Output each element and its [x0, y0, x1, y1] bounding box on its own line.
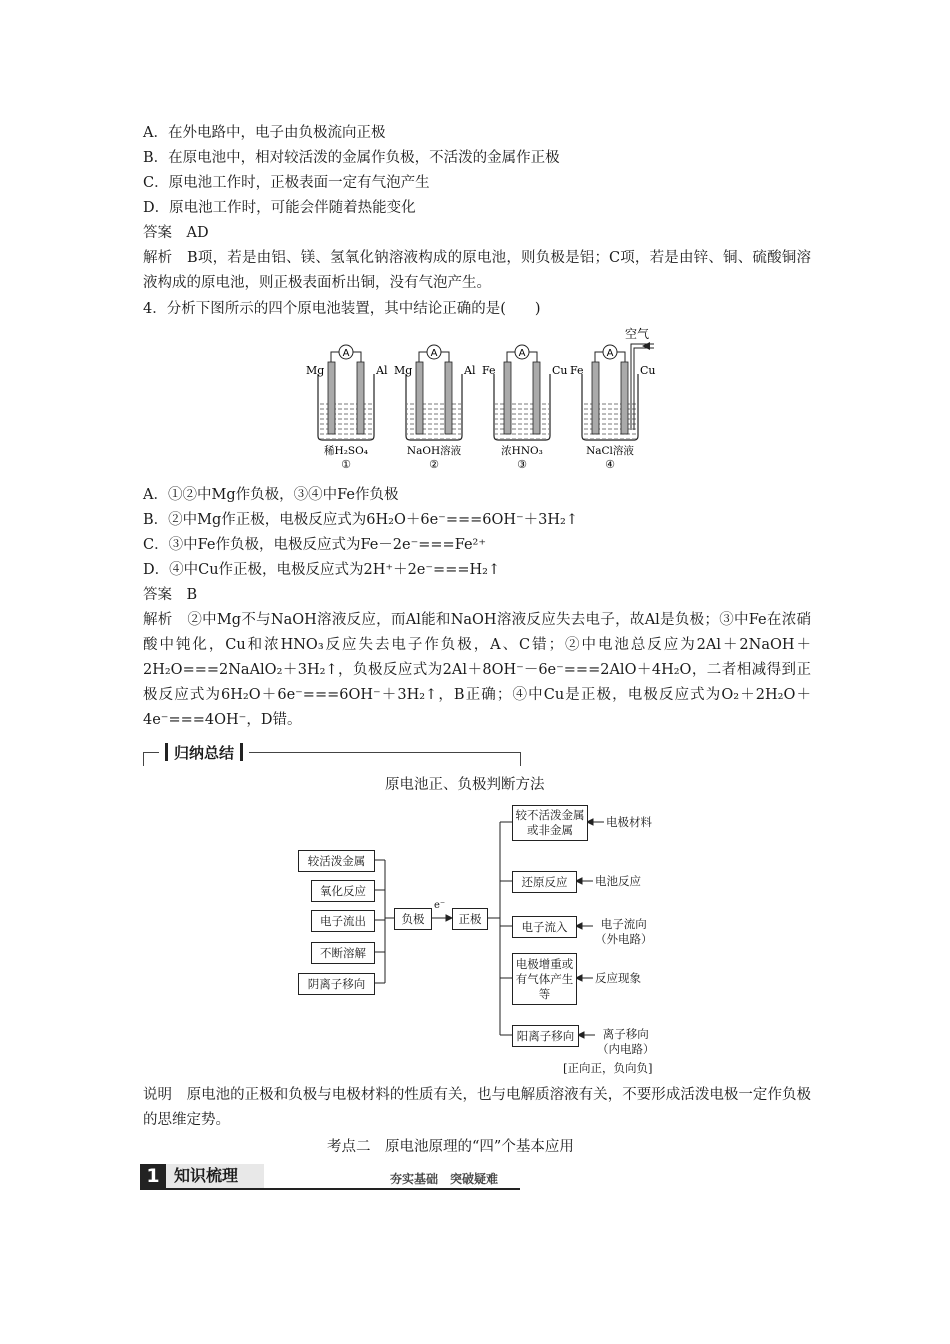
summary-title: 原电池正、负极判断方法 — [385, 777, 545, 793]
box-anion-migrate: 阴离子移向 — [298, 973, 375, 995]
q3-option-b: B．在原电池中，相对较活泼的金属作负极，不活泼的金属作正极 — [143, 150, 560, 166]
ammeter-label: A — [342, 348, 350, 359]
cell-number: ② — [429, 458, 439, 471]
badge-text: 知识梳理 — [174, 1166, 239, 1185]
solution-label: 稀H₂SO₄ — [324, 445, 368, 457]
box-electron-out: 电子流出 — [311, 910, 375, 932]
electrode-left-label: Fe — [482, 364, 496, 377]
cell-number: ④ — [605, 458, 615, 471]
knowledge-badge — [140, 1164, 520, 1190]
electrode-left-label: Mg — [306, 364, 325, 377]
electrode-left-label: Fe — [570, 364, 584, 377]
q3-option-c: C．原电池工作时，正极表面一定有气泡产生 — [143, 175, 430, 191]
solution-label: NaCl溶液 — [586, 445, 634, 457]
section-title: 考点二 原电池原理的“四”个基本应用 — [327, 1139, 574, 1155]
electron-label: e⁻ — [434, 900, 446, 911]
q4-option-c: C．③中Fe作负极，电极反应式为Fe－2e⁻===Fe²⁺ — [143, 537, 487, 553]
box-active-metal: 较活泼金属 — [298, 850, 375, 872]
q3-option-d: D．原电池工作时，可能会伴随着热能变化 — [143, 200, 416, 216]
ammeter-label: A — [518, 348, 526, 359]
note-rule: [正向正，负向负] — [563, 1061, 653, 1075]
electrode-left-label: Mg — [394, 364, 413, 377]
summary-header-text: 归纳总结 — [174, 743, 235, 762]
box-dissolve: 不断溶解 — [311, 942, 375, 964]
note-electrode-material: 电极材料 — [606, 815, 652, 829]
q4-answer: 答案 B — [143, 587, 198, 603]
q4-stem: 4．分析下图所示的四个原电池装置，其中结论正确的是( ) — [143, 301, 541, 317]
note-external-circuit: 电子流向 （外电路） — [595, 917, 653, 946]
solution-label: 浓HNO₃ — [501, 445, 543, 457]
note-cell-reaction: 电池反应 — [595, 874, 641, 888]
q4-option-d: D．④中Cu作正极，电极反应式为2H⁺＋2e⁻===H₂↑ — [143, 562, 501, 578]
cell-number: ① — [341, 458, 351, 471]
summary-explanation: 说明 原电池的正极和负极与电极材料的性质有关，也与电解质溶液有关，不要形成活泼电极一定作负极的思维定势。 — [143, 1087, 811, 1128]
box-reduction: 还原反应 — [512, 871, 577, 893]
q3-option-a: A．在外电路中，电子由负极流向正极 — [143, 125, 386, 141]
box-electron-in: 电子流入 — [512, 916, 577, 938]
electrode-right-label: Cu — [552, 364, 568, 377]
box-weight-gas: 电极增重或有气体产生等 — [512, 953, 577, 1005]
cell-number: ③ — [517, 458, 527, 471]
q4-analysis: 解析 ②中Mg不与NaOH溶液反应，而Al能和NaOH溶液反应失去电子，故Al是负极；③中Fe在浓硝酸中钝化，Cu和浓HNO₃反应失去电子作负极，A、C错；②中电池总反应为2Al＋2NaOH＋2H₂O===2NaAlO₂＋3H₂↑，负极反应式为2Al＋8OH⁻－6e⁻===2AlO＋4H₂O，二者相减得到正极反应式为6H₂O＋6e⁻===6OH⁻＋3H₂↑，B正确；④中Cu是正极，电极反应式为O₂＋2H₂O＋4e⁻===4OH⁻，D错。 — [143, 612, 811, 728]
box-inactive-metal: 较不活泼金属或非金属 — [512, 805, 588, 841]
q3-analysis: 解析 B项，若是由铝、镁、氢氧化钠溶液构成的原电池，则负极是铝；C项，若是由锌、铜、硫酸铜溶液构成的原电池，则正极表面析出铜，没有气泡产生。 — [143, 250, 811, 291]
note-reaction-phenomenon: 反应现象 — [595, 971, 641, 985]
electrode-right-label: Cu — [640, 364, 656, 377]
box-cation-migrate: 阳离子移向 — [512, 1025, 579, 1047]
box-oxidation: 氧化反应 — [311, 880, 375, 902]
q4-option-a: A．①②中Mg作负极，③④中Fe作负极 — [143, 487, 399, 503]
q4-option-b: B．②中Mg作正极，电极反应式为6H₂O＋6e⁻===6OH⁻＋3H₂↑ — [143, 512, 579, 528]
badge-tagline: 夯实基础 突破疑难 — [390, 1172, 499, 1186]
note-internal-circuit: 离子移向 （内电路） — [597, 1027, 655, 1056]
air-label: 空气 — [625, 327, 650, 341]
box-negative-electrode: 负极 — [394, 908, 432, 930]
electrode-right-label: Al — [376, 364, 388, 377]
box-positive-electrode: 正极 — [452, 908, 488, 930]
ammeter-label: A — [430, 348, 438, 359]
ammeter-label: A — [606, 348, 614, 359]
electrode-right-label: Al — [464, 364, 476, 377]
badge-number: 1 — [140, 1164, 166, 1188]
q3-answer: 答案 AD — [143, 225, 209, 241]
solution-label: NaOH溶液 — [406, 445, 462, 457]
